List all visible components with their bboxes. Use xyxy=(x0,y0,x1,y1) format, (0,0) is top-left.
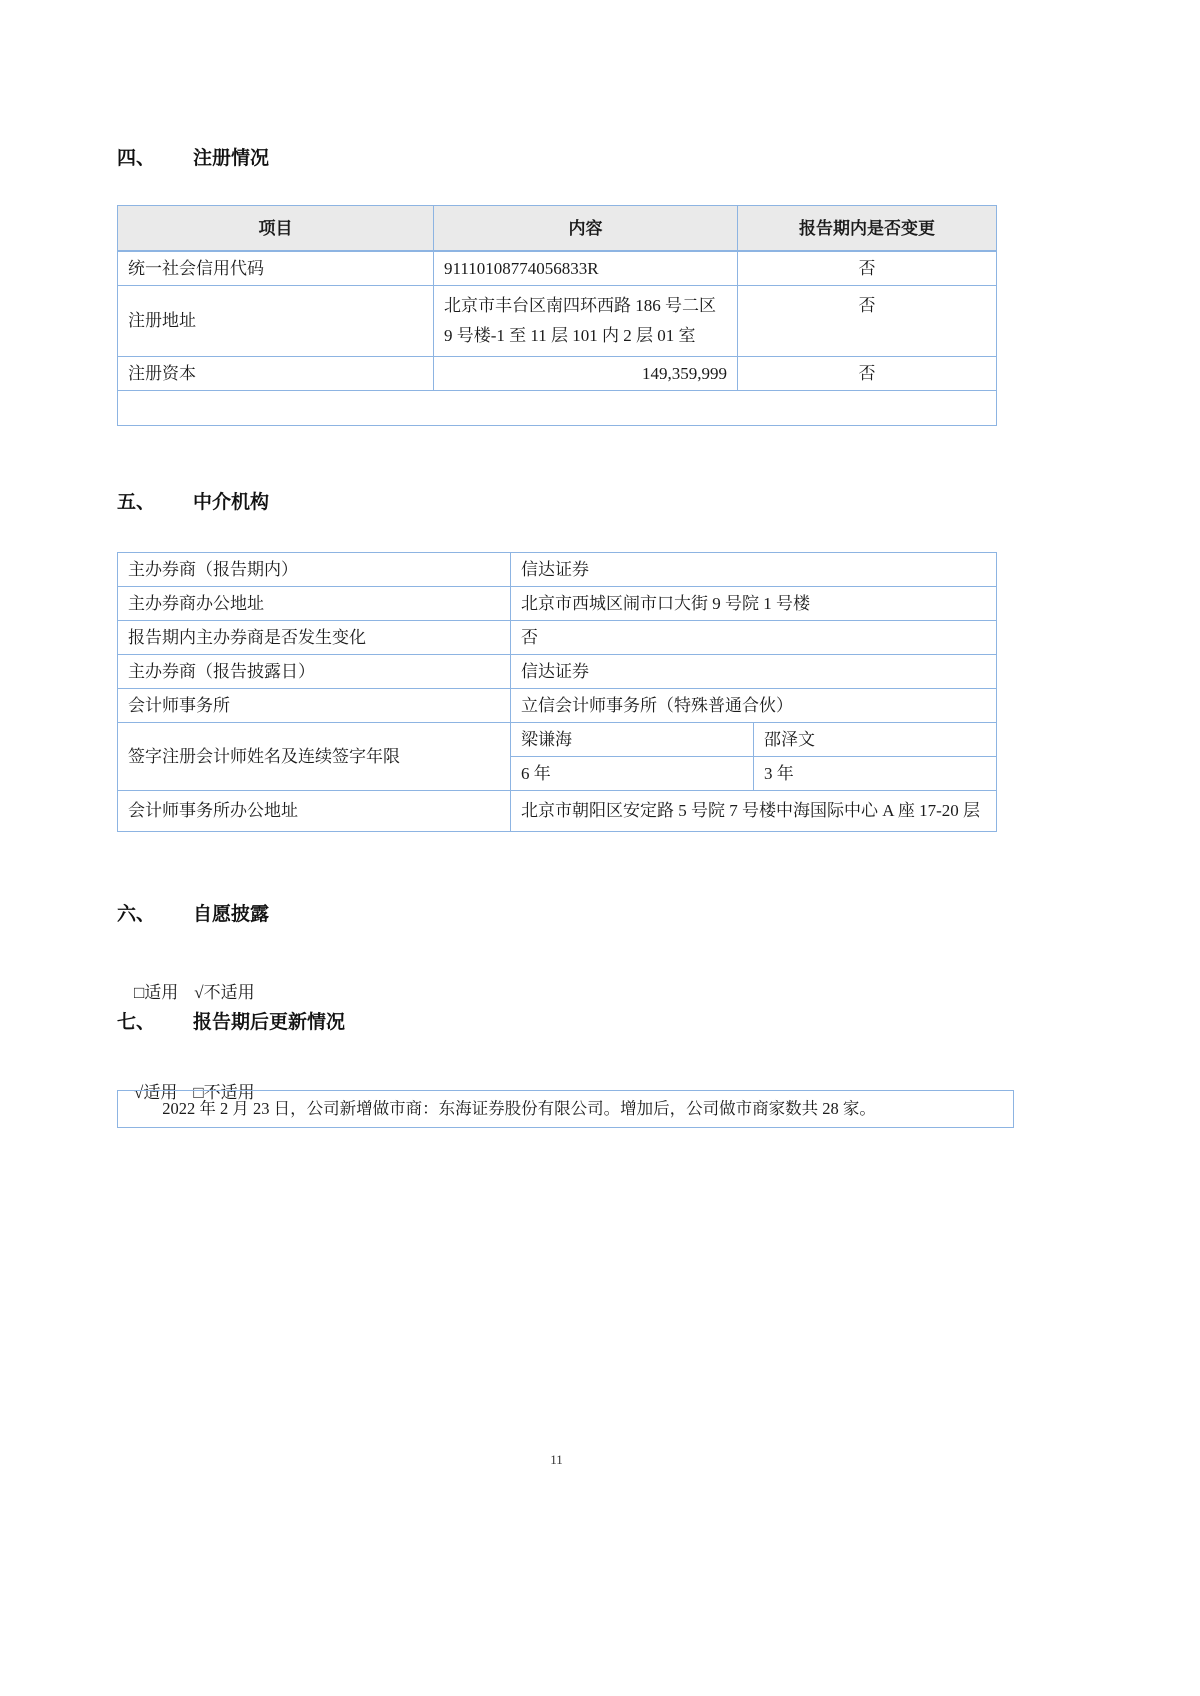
table-row-empty xyxy=(118,391,997,426)
row-item-label: 注册地址 xyxy=(118,286,434,357)
section-post-period-heading xyxy=(117,1010,996,1036)
section-number: 四、 xyxy=(117,148,156,169)
empty-cell xyxy=(118,391,997,426)
section-heading xyxy=(117,146,996,172)
table-row xyxy=(118,286,997,357)
row-label: 主办券商办公地址 xyxy=(118,587,511,621)
post-period-note-box xyxy=(117,1090,1014,1128)
accountant-name: 梁谦海 xyxy=(511,723,754,757)
row-content-value: 北京市丰台区南四环西路 186 号二区 9 号楼-1 至 11 层 101 内 2 层 01 室 xyxy=(434,286,738,357)
checkbox-not-applicable: √不适用 xyxy=(194,983,255,1002)
row-item-label: 注册资本 xyxy=(118,357,434,391)
column-header-item: 项目 xyxy=(118,206,434,252)
column-header-content: 内容 xyxy=(434,206,738,252)
section-registration-heading xyxy=(117,146,996,172)
row-value: 北京市朝阳区安定路 5 号院 7 号楼中海国际中心 A 座 17-20 层 xyxy=(511,791,997,832)
row-label: 会计师事务所 xyxy=(118,689,511,723)
section-number: 七、 xyxy=(117,1012,156,1033)
registration-table xyxy=(117,205,997,426)
row-content-value: 149,359,999 xyxy=(434,357,738,391)
row-value: 信达证券 xyxy=(511,553,997,587)
section-title: 自愿披露 xyxy=(193,904,270,925)
row-label: 会计师事务所办公地址 xyxy=(118,791,511,832)
row-value: 北京市西城区闹市口大街 9 号院 1 号楼 xyxy=(511,587,997,621)
page-number: 11 xyxy=(550,1452,563,1467)
section-title: 中介机构 xyxy=(193,492,270,513)
section-heading xyxy=(117,490,996,516)
row-label: 主办券商（报告披露日） xyxy=(118,655,511,689)
table-row xyxy=(118,791,997,832)
checkbox-not-applicable: □不适用 xyxy=(193,1083,255,1102)
signing-accountants-label: 签字注册会计师姓名及连续签字年限 xyxy=(118,723,511,791)
row-item-label: 统一社会信用代码 xyxy=(118,251,434,286)
section-title: 注册情况 xyxy=(193,148,270,169)
column-header-changed: 报告期内是否变更 xyxy=(738,206,997,252)
table-row xyxy=(118,655,997,689)
table-row xyxy=(118,723,997,757)
row-changed-value: 否 xyxy=(738,357,997,391)
row-content-value: 91110108774056833R xyxy=(434,251,738,286)
intermediary-table xyxy=(117,552,997,832)
row-value: 信达证券 xyxy=(511,655,997,689)
checkbox-applicable: □适用 xyxy=(134,983,179,1002)
row-changed-value: 否 xyxy=(738,286,997,357)
section-intermediary-heading xyxy=(117,490,996,516)
row-label: 主办券商（报告期内） xyxy=(118,553,511,587)
table-header-row xyxy=(118,206,997,252)
accountant-years: 3 年 xyxy=(754,757,997,791)
row-value: 立信会计师事务所（特殊普通合伙） xyxy=(511,689,997,723)
post-period-note-text: 2022 年 2 月 23 日，公司新增做市商：东海证券股份有限公司。增加后，公司做市商家数共 28 家。 xyxy=(162,1099,876,1118)
section-heading xyxy=(117,1010,996,1036)
intermediary-table-wrapper xyxy=(117,552,996,832)
table-row xyxy=(118,689,997,723)
section-voluntary-heading xyxy=(117,902,996,928)
row-changed-value: 否 xyxy=(738,251,997,286)
section-title: 报告期后更新情况 xyxy=(193,1012,346,1033)
table-row xyxy=(118,357,997,391)
section-number: 六、 xyxy=(117,904,156,925)
checkbox-applicable: √适用 xyxy=(134,1083,178,1102)
table-row xyxy=(118,251,997,286)
accountant-years: 6 年 xyxy=(511,757,754,791)
table-row xyxy=(118,587,997,621)
table-row xyxy=(118,553,997,587)
accountant-name: 邵泽文 xyxy=(754,723,997,757)
row-label: 报告期内主办券商是否发生变化 xyxy=(118,621,511,655)
section-heading xyxy=(117,902,996,928)
table-row xyxy=(118,621,997,655)
registration-table-wrapper xyxy=(117,205,996,426)
section-number: 五、 xyxy=(117,492,156,513)
row-value: 否 xyxy=(511,621,997,655)
